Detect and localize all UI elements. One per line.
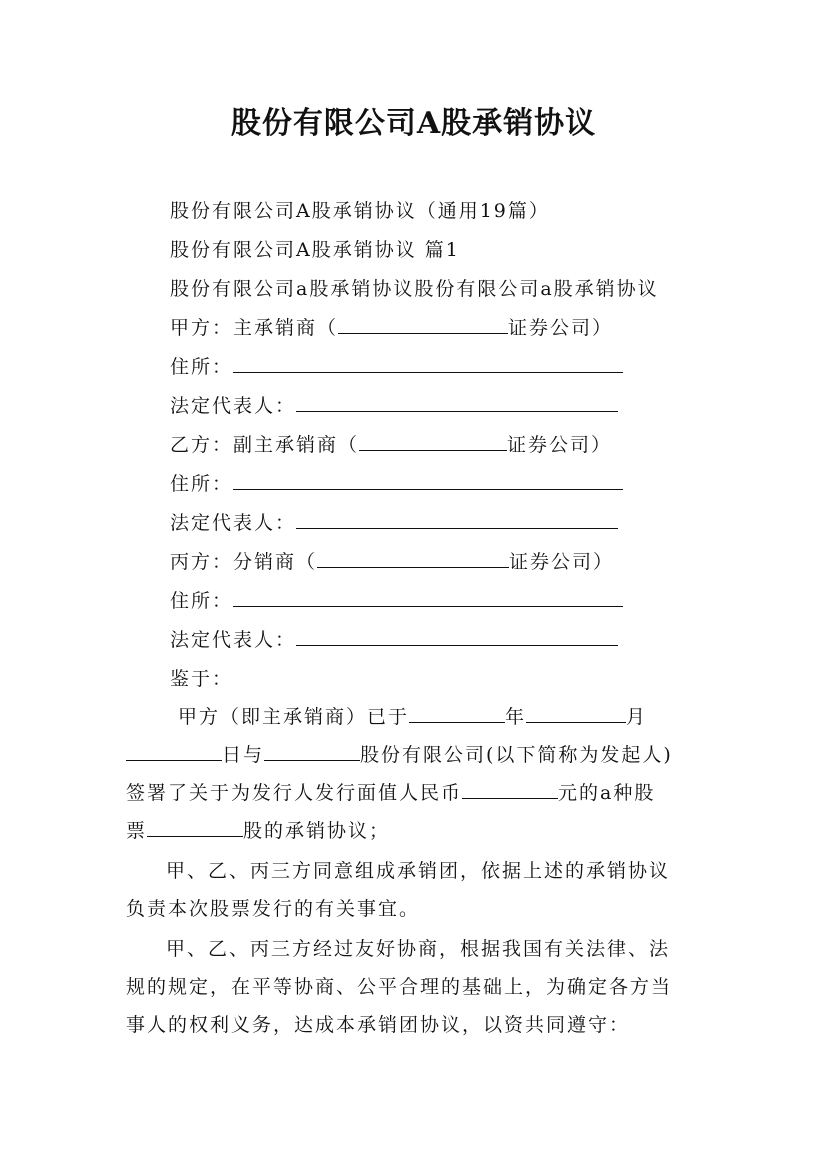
party-c-rep-blank[interactable] (296, 627, 618, 646)
party-a-address-line (170, 354, 623, 380)
para1-text-3b: 元的a种股 (558, 782, 656, 804)
party-a-label: 甲方：主承销商（ (170, 317, 339, 339)
para1-text-1a: 甲方（即主承销商）已于 (178, 706, 410, 728)
para1-text-4b: 股的承销协议； (243, 820, 391, 842)
whereas-label: 鉴于： (170, 668, 234, 690)
paragraph-mutual-agreement (126, 930, 706, 1044)
party-a-name-blank[interactable] (338, 315, 508, 334)
para1-row-4 (126, 812, 706, 850)
party-a-suffix: 证券公司） (508, 317, 614, 339)
party-c-address-line (170, 588, 623, 614)
party-c-address-blank[interactable] (233, 588, 623, 607)
party-b-label: 乙方：副主承销商（ (170, 434, 360, 456)
para1-month-blank[interactable] (526, 704, 626, 723)
para1-text-4a: 票 (126, 820, 148, 842)
para3-row-2: 规的规定，在平等协商、公平合理的基础上，为确定各方当 (126, 976, 673, 998)
party-a-line (170, 315, 613, 341)
party-c-address-label: 住所： (170, 590, 234, 612)
party-c-suffix: 证券公司） (509, 551, 615, 573)
party-a-rep-label: 法定代表人： (170, 395, 297, 417)
para1-day-blank[interactable] (126, 742, 222, 761)
party-c-name-blank[interactable] (317, 549, 509, 568)
intro-line: 股份有限公司a股承销协议股份有限公司a股承销协议 (170, 278, 659, 300)
party-b-name-blank[interactable] (359, 432, 507, 451)
para1-company-blank[interactable] (264, 742, 360, 761)
party-a-address-blank[interactable] (233, 354, 623, 373)
party-b-address-line (170, 471, 623, 497)
party-c-label: 丙方：分销商（ (170, 551, 318, 573)
para1-row-1 (126, 698, 706, 736)
party-c-rep-label: 法定代表人： (170, 629, 297, 651)
party-b-suffix: 证券公司） (507, 434, 613, 456)
para2-row-1: 甲、乙、丙三方同意组成承销团，依据上述的承销协议 (166, 860, 671, 882)
party-c-rep-line (170, 627, 618, 653)
document-subtitle: 股份有限公司A股承销协议（通用19篇） (170, 200, 550, 222)
party-c-line (170, 549, 614, 575)
para1-amount-blank[interactable] (462, 780, 558, 799)
party-b-rep-blank[interactable] (296, 510, 618, 529)
para1-year-blank[interactable] (409, 704, 505, 723)
para1-text-1b: 年 (505, 706, 527, 728)
para1-row-2 (126, 736, 706, 774)
party-b-line (170, 432, 612, 458)
party-b-address-blank[interactable] (233, 471, 623, 490)
party-a-address-label: 住所： (170, 356, 234, 378)
party-b-rep-label: 法定代表人： (170, 512, 297, 534)
para1-text-3a: 签署了关于为发行人发行面值人民币 (126, 782, 463, 804)
paragraph-syndicate-formation (126, 852, 706, 928)
party-b-address-label: 住所： (170, 473, 234, 495)
para1-text-2b: 股份有限公司(以下简称为发起人) (360, 744, 673, 766)
document-title: 股份有限公司A股承销协议 (230, 106, 597, 141)
paragraph-underwriting-agreement (126, 698, 706, 850)
para1-text-1c: 月 (626, 706, 648, 728)
section-heading: 股份有限公司A股承销协议 篇1 (170, 239, 460, 261)
para1-shares-blank[interactable] (147, 818, 243, 837)
para1-text-2a: 日与 (222, 744, 265, 766)
para2-row-2: 负责本次股票发行的有关事宜。 (126, 898, 421, 920)
para3-row-1: 甲、乙、丙三方经过友好协商，根据我国有关法律、法 (166, 938, 671, 960)
para3-row-3: 事人的权利义务，达成本承销团协议，以资共同遵守： (126, 1014, 631, 1036)
party-a-rep-blank[interactable] (296, 393, 618, 412)
para1-row-3 (126, 774, 706, 812)
party-b-rep-line (170, 510, 618, 536)
party-a-rep-line (170, 393, 618, 419)
